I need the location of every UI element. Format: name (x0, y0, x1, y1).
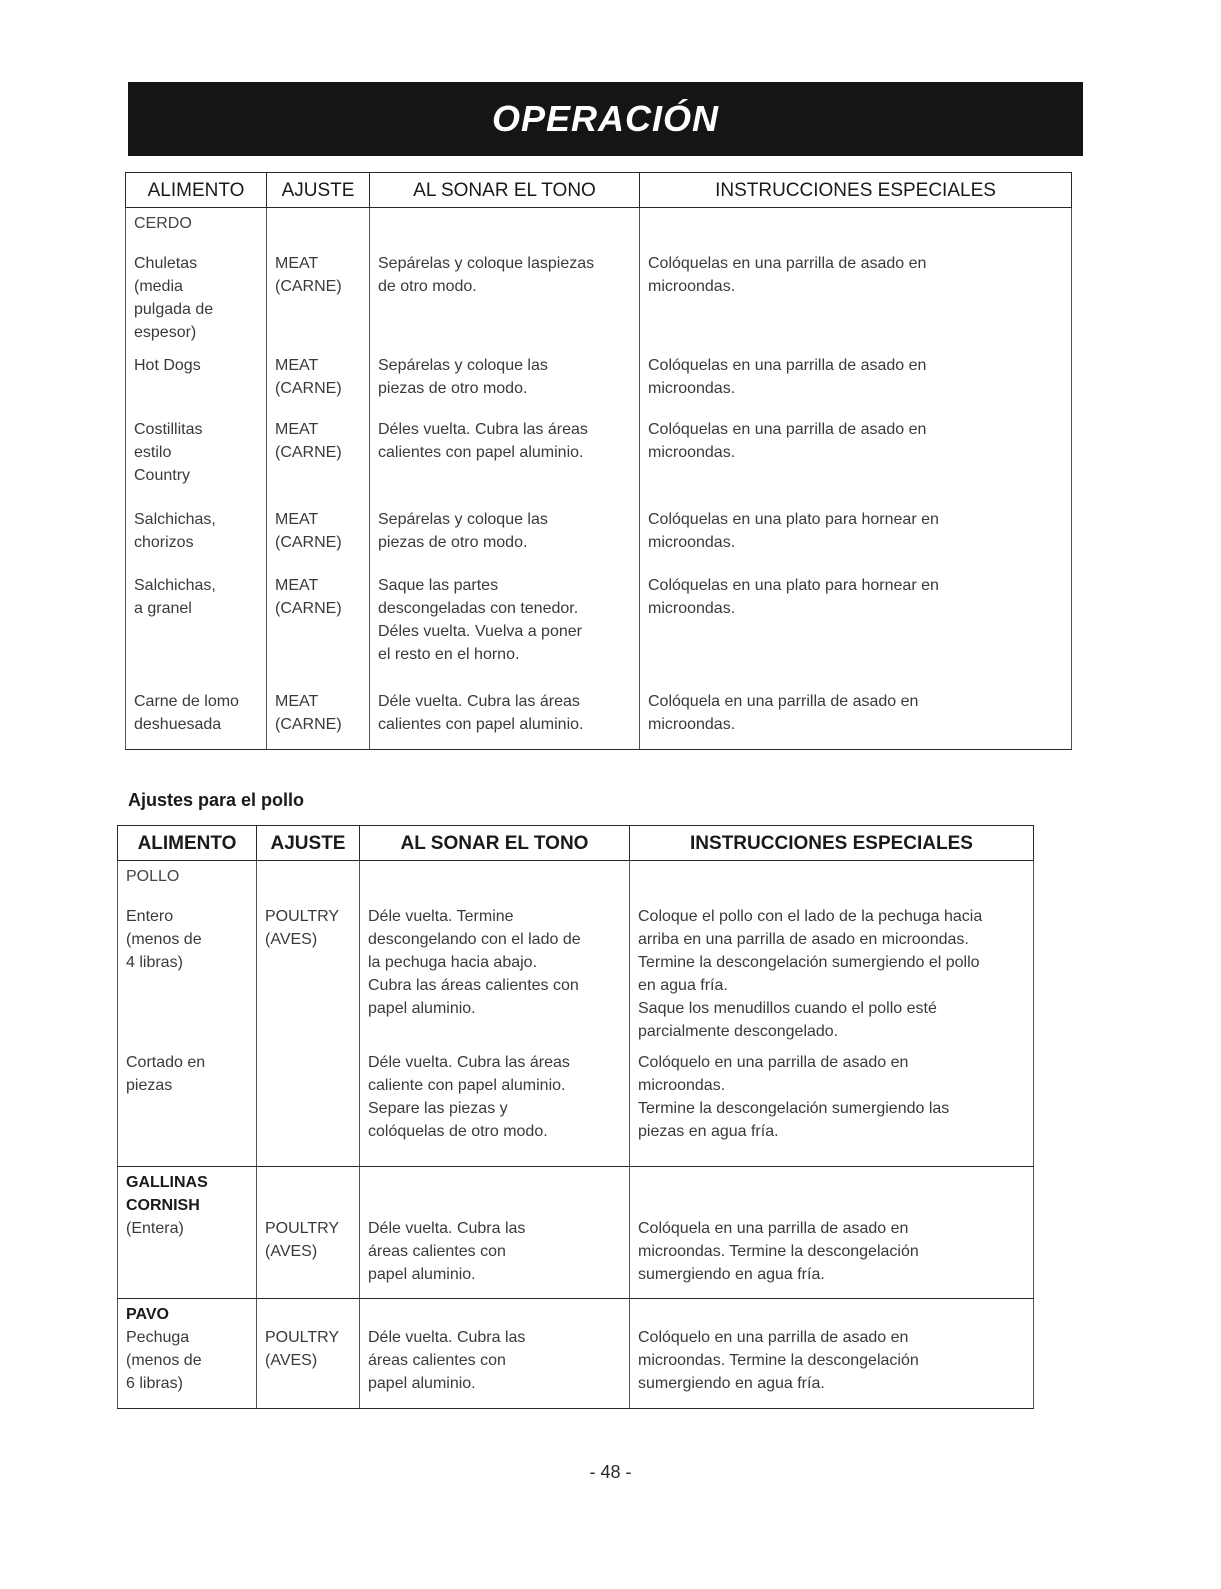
food-cell: Costillitas estilo Country (126, 418, 267, 508)
poultry-defrost-table (117, 825, 1034, 1409)
setting-cell: MEAT (CARNE) (267, 418, 370, 508)
setting-cell (257, 1051, 360, 1167)
setting-cell: POULTRY (AVES) (257, 1299, 360, 1409)
page-number: - 48 - (589, 1462, 632, 1482)
banner-title: OPERACIÓN (491, 98, 720, 139)
table-row (126, 418, 1072, 508)
at-tone-cell: Déle vuelta. Termine descongelando con el lado de la pechuga hacia abajo. Cubra las áreas calientes con papel aluminio. (360, 891, 630, 1051)
at-tone-cell: Sepárelas y coloque las piezas de otro modo. (370, 508, 640, 574)
setting-cell: MEAT (CARNE) (267, 238, 370, 354)
header-setting: AJUSTE (257, 826, 360, 861)
table-row (118, 1167, 1034, 1299)
pork-defrost-table (125, 172, 1072, 750)
at-tone-cell: Déles vuelta. Cubra las áreas calientes con papel aluminio. (370, 418, 640, 508)
special-cell: Colóquelas en una parrilla de asado en microondas. (640, 238, 1072, 354)
table-row (126, 574, 1072, 690)
table-header-row (118, 826, 1034, 861)
setting-cell: MEAT (CARNE) (267, 354, 370, 418)
setting-cell: MEAT (CARNE) (267, 690, 370, 750)
table-row (126, 690, 1072, 750)
food-cell: Entero (menos de 4 libras) (118, 891, 257, 1051)
food-cell: Salchichas, a granel (126, 574, 267, 690)
special-cell: Colóquela en una parrilla de asado en microondas. Termine la descongelación sumergiendo en agua fría. (630, 1167, 1034, 1299)
food-cell: Cortado en piezas (118, 1051, 257, 1167)
at-tone-cell: Saque las partes descongeladas con tenedor. Déles vuelta. Vuelva a poner el resto en el horno. (370, 574, 640, 690)
header-special: INSTRUCCIONES ESPECIALES (630, 826, 1034, 861)
table-row (126, 354, 1072, 418)
table-row (126, 238, 1072, 354)
header-at-tone: AL SONAR EL TONO (360, 826, 630, 861)
header-at-tone: AL SONAR EL TONO (370, 173, 640, 208)
header-special: INSTRUCCIONES ESPECIALES (640, 173, 1072, 208)
poultry-section-title: Ajustes para el pollo (128, 790, 305, 810)
special-cell: Colóquelas en una plato para hornear en microondas. (640, 574, 1072, 690)
setting-cell: POULTRY (AVES) (257, 891, 360, 1051)
food-cell: Pechuga (menos de 6 libras) (126, 1329, 202, 1392)
special-cell: Colóquelo en una parrilla de asado en microondas. Termine la descongelación sumergiendo las piezas en agua fría. (630, 1051, 1034, 1167)
header-food: ALIMENTO (118, 826, 257, 861)
table-row (118, 891, 1034, 1051)
special-cell: Colóquelas en una parrilla de asado en microondas. (640, 354, 1072, 418)
table-row (118, 1051, 1034, 1167)
special-cell: Colóquela en una parrilla de asado en microondas. (640, 690, 1072, 750)
special-cell: Colóquelas en una parrilla de asado en microondas. (640, 418, 1072, 508)
at-tone-cell: Déle vuelta. Cubra las áreas calientes con papel aluminio. (370, 690, 640, 750)
food-cell: (Entera) (126, 1220, 184, 1237)
table-row (126, 508, 1072, 574)
at-tone-cell: Déle vuelta. Cubra las áreas calientes con papel aluminio. (360, 1299, 630, 1409)
setting-cell: POULTRY (AVES) (257, 1167, 360, 1299)
group-label-cornish: GALLINAS CORNISH (126, 1174, 208, 1214)
setting-cell: MEAT (CARNE) (267, 574, 370, 690)
header-food: ALIMENTO (126, 173, 267, 208)
header-setting: AJUSTE (267, 173, 370, 208)
table-header-row (126, 173, 1072, 208)
food-cell: Chuletas (media pulgada de espesor) (126, 238, 267, 354)
group-row-pork (126, 208, 1072, 238)
group-label-turkey: PAVO (126, 1306, 169, 1323)
at-tone-cell: Déle vuelta. Cubra las áreas caliente con papel aluminio. Separe las piezas y colóquelas de otro modo. (360, 1051, 630, 1167)
group-label-chicken: POLLO (126, 868, 180, 885)
special-cell: Colóquelas en una plato para hornear en microondas. (640, 508, 1072, 574)
food-cell: Salchichas, chorizos (126, 508, 267, 574)
at-tone-cell: Sepárelas y coloque las piezas de otro modo. (370, 354, 640, 418)
food-cell: Hot Dogs (126, 354, 267, 418)
special-cell: Colóquelo en una parrilla de asado en microondas. Termine la descongelación sumergiendo en agua fría. (630, 1299, 1034, 1409)
group-row-chicken (118, 861, 1034, 891)
page-banner (128, 82, 1083, 156)
special-cell: Coloque el pollo con el lado de la pechuga hacia arriba en una parrilla de asado en microondas. Termine la descongelación sumergiendo el pollo en agua fría. Saque los menudillos cuando el pollo esté parcialmente descongelado. (630, 891, 1034, 1051)
group-label-pork: CERDO (134, 215, 192, 232)
at-tone-cell: Déle vuelta. Cubra las áreas calientes con papel aluminio. (360, 1167, 630, 1299)
setting-cell: MEAT (CARNE) (267, 508, 370, 574)
table-row (118, 1299, 1034, 1409)
food-cell: Carne de lomo deshuesada (126, 690, 267, 750)
at-tone-cell: Sepárelas y coloque laspiezas de otro modo. (370, 238, 640, 354)
